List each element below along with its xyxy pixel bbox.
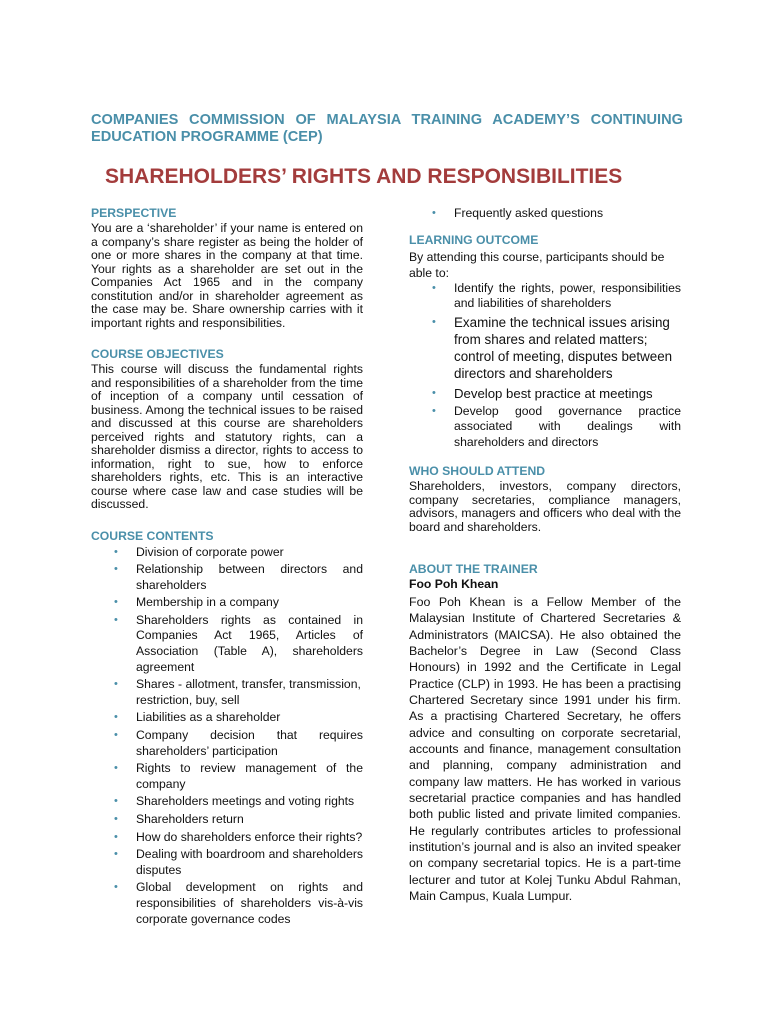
bullet-icon: •	[114, 881, 118, 894]
attend-heading: WHO SHOULD ATTEND	[409, 464, 546, 479]
trainer-bio: Foo Poh Khean is a Fellow Member of the Malaysian Institute of Chartered Secretaries & Administrators (MAICSA). He also obtained the Bachelor’s Degree in Law (Second Class Honours) in 1992 and the Certificate in Legal Practice (CLP) in 1993. He has been a practising Chartered Secretary since 1991 under his firm. As a practising Chartered Secretary, he offers advice and consulting on corporate secretarial, accounts and finance, management consultation and planning, company administration and company law matters. He has worked in various secretarial practice companies and has handled both public listed and private limited companies. He regularly contributes articles to professional institution’s journal and is also an invited speaker on company secretarial topics. He is a part-time lecturer and tutor at Kolej Tunku Abdul Rahman, Main Campus, Kuala Lumpur.	[409, 594, 681, 904]
bullet-icon: •	[114, 596, 118, 609]
trainer-heading: ABOUT THE TRAINER	[409, 562, 538, 577]
bullet-icon: •	[432, 207, 436, 219]
bullet-icon: •	[114, 729, 118, 742]
bullet-icon: •	[114, 830, 118, 843]
objectives-text: This course will discuss the fundamental rights and responsibilities of a shareholder from the time of inception of a company until cessation of business. Among the technical issues to be raised and discussed at this course are shareholders perceived rights and statutory rights, can a shareholder dismiss a director, rights to access to information, right to sue, how to enforce shareholders rights, etc. This is an interactive course where case law and case studies will be discussed.	[91, 362, 363, 511]
attend-text: Shareholders, investors, company directors, company secretaries, compliance managers, advisors, managers and officers who deal with the board and shareholders.	[409, 479, 681, 534]
bullet-icon: •	[114, 848, 118, 861]
bullet-icon: •	[114, 795, 118, 808]
bullet-icon: •	[114, 678, 118, 691]
list-item: • Shareholders return	[114, 812, 244, 826]
bullet-icon: •	[114, 563, 118, 576]
page-title: SHAREHOLDERS’ RIGHTS AND RESPONSIBILITIES	[105, 165, 623, 188]
right-column	[409, 206, 681, 904]
bullet-icon: •	[432, 386, 436, 399]
contents-heading: COURSE CONTENTS	[91, 528, 214, 543]
bullet-icon: •	[114, 762, 118, 775]
list-item: • Global development on rights and responsibilities of shareholders vis-à-vis corporate governance codes	[114, 880, 363, 926]
list-item: • Shareholders rights as contained in Companies Act 1965, Articles of Association (Table A), shareholders agreement	[114, 612, 363, 674]
list-item: • Membership in a company	[114, 595, 279, 610]
bullet-icon: •	[114, 613, 118, 626]
outcome-heading: LEARNING OUTCOME	[409, 232, 539, 247]
list-item: • Dealing with boardroom and shareholders disputes	[114, 847, 363, 877]
list-item: • Division of corporate power	[114, 544, 284, 559]
bullet-icon: •	[432, 404, 436, 417]
bullet-icon: •	[114, 545, 118, 558]
outcome-intro: By attending this course, participants should be able to:	[409, 249, 665, 280]
list-item: • Shares - allotment, transfer, transmission, restriction, buy, sell	[114, 677, 361, 707]
list-item: • Identify the rights, power, responsibilities and liabilities of shareholders	[432, 280, 681, 311]
list-item: • Examine the technical issues arising from shares and related matters; control of meeting, disputes between directors and shareholders	[432, 314, 673, 382]
contents-list	[91, 545, 363, 928]
outcome-list	[409, 281, 681, 451]
bullet-icon: •	[432, 281, 436, 294]
list-item: • Develop good governance practice associated with dealings with shareholders and directors	[432, 403, 681, 449]
perspective-text: You are a ‘shareholder’ if your name is entered on a company’s share register as being the holder of one or more shares in the company at that time. Your rights as a shareholder are set out in the Companies Act 1965 and in the company constitution and/or in shareholder agreement as the case may be. Share ownership carries with it important rights and responsibilities.	[91, 221, 363, 330]
list-item: • Liabilities as a shareholder	[114, 710, 281, 725]
left-column	[91, 206, 363, 929]
bullet-icon: •	[114, 711, 118, 724]
perspective-heading: PERSPECTIVE	[91, 206, 177, 220]
list-item: • How do shareholders enforce their rights?	[114, 829, 363, 844]
programme-header: COMPANIES COMMISSION OF MALAYSIA TRAINING ACADEMY’S CONTINUING EDUCATION PROGRAMME (CEP)	[91, 112, 683, 145]
trainer-name: Foo Poh Khean	[409, 577, 499, 592]
list-item: • Develop best practice at meetings	[432, 385, 653, 401]
bullet-icon: •	[432, 315, 436, 328]
list-item: • Shareholders meetings and voting rights	[114, 794, 355, 809]
list-item: • Relationship between directors and shareholders	[114, 562, 363, 592]
bullet-icon: •	[114, 813, 118, 825]
list-item: • Rights to review management of the company	[114, 761, 363, 791]
contents-list-continued	[409, 206, 681, 222]
objectives-heading: COURSE OBJECTIVES	[91, 347, 224, 361]
list-item: • Company decision that requires shareholders’ participation	[114, 728, 363, 758]
list-item: • Frequently asked questions	[432, 206, 604, 220]
